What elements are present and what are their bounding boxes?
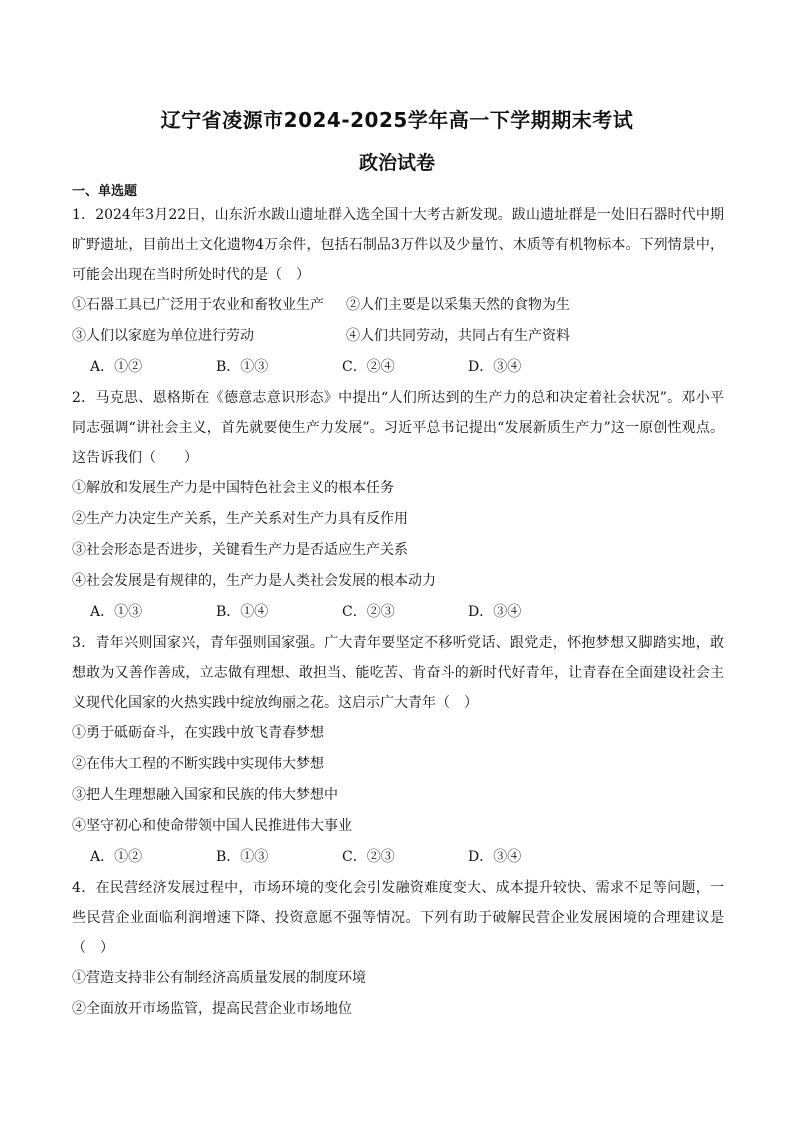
question-2-choice-a[interactable]: A．①③ [90,604,143,620]
question-2-choices [90,597,724,628]
question-3-stem: 3．青年兴则国家兴，青年强则国家强。广大青年要坚定不移听党话、跟党走，怀抱梦想又脚踏实地，敢想敢为又善作善成，立志做有理想、敢担当、能吃苦、肯奋斗的新时代好青年，让青春在全面建设社会主义现代化国家的火热实践中绽放绚丽之花。这启示广大青年（ ） [72,635,724,711]
exam-subtitle: 政治试卷 [358,152,435,174]
question-2-stem: 2．马克思、恩格斯在《德意志意识形态》中提出“人们所达到的生产力的总和决定着社会状况”。邓小平同志强调“讲社会主义，首先就要使生产力发展”。习近平总书记提出“发展新质生产力”这一原创性观点。这告诉我们（ ） [72,390,724,466]
question-3-choices [90,842,724,873]
question-2-choice-c[interactable]: C．②③ [342,604,395,620]
question-3-choice-a[interactable]: A．①② [90,849,143,865]
question-1-choices [90,352,724,383]
question-3-choice-b[interactable]: B．①③ [216,849,269,865]
question-1-option-4: ④人们共同劳动，共同占有生产资料 [346,328,570,344]
question-1-choice-d[interactable]: D．③④ [468,359,522,375]
question-3-choice-d[interactable]: D．③④ [468,849,522,865]
question-1-stem: 1．2024年3月22日，山东沂水跋山遗址群入选全国十大考古新发现。跋山遗址群是一处旧石器时代中期旷野遗址，目前出土文化遗物4万余件，包括石制品3万件以及少量竹、木质等有机物标本。下列情景中，可能会出现在当时所处时代的是（ ） [72,207,724,283]
question-2-option-3: ③社会形态是否进步，关键看生产力是否适应生产关系 [72,542,408,558]
question-4-option-1: ①营造支持非公有制经济高质量发展的制度环境 [72,970,366,986]
question-1-options-row2 [72,321,724,352]
question-1-choice-c[interactable]: C．②④ [342,359,395,375]
question-1-choice-a[interactable]: A．①② [90,359,143,375]
question-2-option-1: ①解放和发展生产力是中国特色社会主义的根本任务 [72,480,394,496]
question-2-choice-b[interactable]: B．①④ [216,604,269,620]
question-3-option-4: ④坚守初心和使命带领中国人民推进伟大事业 [72,818,352,834]
question-4-stem: 4．在民营经济发展过程中，市场环境的变化会引发融资难度变大、成本提升较快、需求不足等问题，一些民营企业面临利润增速下降、投资意愿不强等情况。下列有助于破解民营企业发展困境的合理建议是（ ） [72,880,724,956]
question-1-options-row1 [72,290,724,321]
question-4-option-2: ②全面放开市场监管，提高民营企业市场地位 [72,1001,352,1017]
question-1-choice-b[interactable]: B．①③ [216,359,269,375]
exam-title: 辽宁省凌源市2024-2025学年高一下学期期末考试 [160,108,634,132]
question-1-option-1: ①石器工具已广泛用于农业和畜牧业生产 [72,297,324,313]
question-list [72,200,724,1025]
question-1-option-2: ②人们主要是以采集天然的食物为生 [346,297,570,313]
question-3-choice-c[interactable]: C．②③ [342,849,395,865]
question-1-option-3: ③人们以家庭为单位进行劳动 [72,328,254,344]
question-2-choice-d[interactable]: D．③④ [468,604,522,620]
question-2-option-4: ④社会发展是有规律的，生产力是人类社会发展的根本动力 [72,573,436,589]
question-2-option-2: ②生产力决定生产关系，生产关系对生产力具有反作用 [72,511,408,527]
question-3-option-3: ③把人生理想融入国家和民族的伟大梦想中 [72,787,338,803]
question-3-option-2: ②在伟大工程的不断实践中实现伟大梦想 [72,756,324,772]
section-heading: 一、单选题 [72,184,138,199]
question-3-option-1: ①勇于砥砺奋斗，在实践中放飞青春梦想 [72,725,324,741]
